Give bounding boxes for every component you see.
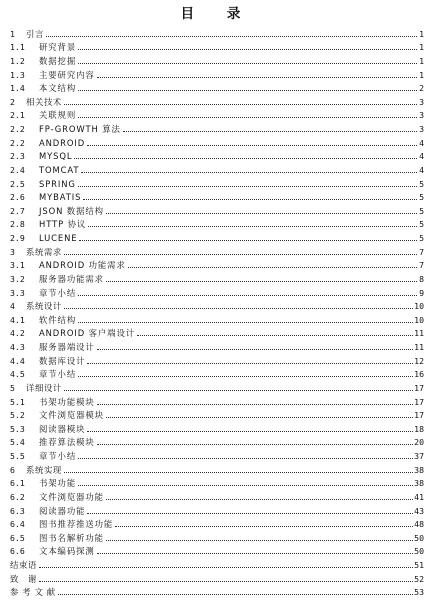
- dot-leader: [81, 171, 417, 173]
- dot-leader: [137, 334, 413, 336]
- toc-entry-title: FP-GROWTH 算法: [39, 124, 121, 134]
- toc-entry-number: 2.1: [10, 110, 25, 121]
- toc-entry-title: MYSQL: [39, 151, 73, 162]
- dot-leader: [39, 580, 413, 582]
- toc-entry-title: 数据挖掘: [39, 55, 77, 66]
- dot-leader: [78, 457, 413, 459]
- toc-entry[interactable]: [10, 148, 424, 162]
- toc-entry-page-number: 3: [419, 124, 424, 134]
- toc-entry-page-number: 43: [414, 505, 424, 516]
- toc-entry-number: 2.2: [10, 124, 25, 134]
- toc-entry-page-number: 3: [419, 110, 424, 121]
- toc-entry[interactable]: [10, 175, 424, 189]
- page-title: 目 录: [180, 6, 255, 22]
- toc-entry-number: 5.5: [10, 451, 25, 461]
- toc-entry-title: 书架功能模块: [39, 396, 95, 407]
- toc-entry[interactable]: [10, 25, 424, 39]
- toc-entry-title: 文本编码探测: [39, 546, 95, 557]
- dot-leader: [87, 362, 413, 364]
- toc-entry-number: 1.3: [10, 69, 25, 80]
- toc-entry-number: 6: [10, 464, 15, 475]
- toc-entry-number: 6.5: [10, 532, 25, 543]
- toc-entry-title: 阅读器模块: [39, 423, 86, 434]
- toc-entry[interactable]: [10, 529, 424, 543]
- toc-entry-number: 2.9: [10, 233, 25, 243]
- toc-entry[interactable]: [10, 80, 424, 94]
- toc-entry-page-number: 5: [419, 219, 424, 230]
- toc-entry-page-number: 4: [419, 137, 424, 148]
- toc-entry-title: ANDROID 功能需求: [39, 260, 126, 271]
- dot-leader: [78, 375, 413, 377]
- toc-entry[interactable]: [10, 407, 424, 421]
- toc-entry-page-number: 41: [414, 491, 424, 502]
- toc-entry-page-number: 1: [419, 55, 424, 66]
- toc-entry[interactable]: [10, 107, 424, 121]
- toc-entry-title: 章节小结: [39, 287, 77, 298]
- toc-entry[interactable]: [10, 202, 424, 216]
- toc-entry-number: 2.4: [10, 164, 25, 175]
- toc-entry-page-number: 5: [419, 192, 424, 203]
- toc-entry-number: 1.2: [10, 55, 25, 66]
- toc-entry-title: 相关技术: [26, 96, 62, 107]
- toc-entry[interactable]: [10, 325, 424, 339]
- toc-entry-title: 文件浏览器功能: [39, 491, 104, 502]
- toc-entry-title: 系统设计: [26, 301, 62, 312]
- dot-leader: [58, 593, 413, 595]
- toc-entry[interactable]: [10, 120, 424, 134]
- toc-entry-number: 1.1: [10, 42, 25, 53]
- dot-leader: [64, 103, 417, 105]
- dot-leader: [106, 498, 413, 500]
- toc-entry-title: HTTP 协议: [39, 219, 87, 230]
- toc-entry-page-number: 1: [419, 69, 424, 80]
- toc-entry-number: 6.3: [10, 505, 25, 516]
- toc-entry-title: 本文结构: [39, 83, 77, 94]
- toc-entry-page-number: 17: [414, 410, 424, 421]
- toc-entry[interactable]: [10, 570, 424, 584]
- toc-entry-page-number: 2: [419, 83, 424, 94]
- toc-entry-number: 6.2: [10, 491, 25, 502]
- toc-entry[interactable]: [10, 39, 424, 53]
- toc-entry-page-number: 5: [419, 178, 424, 189]
- toc-entry[interactable]: [10, 66, 424, 80]
- toc-entry-page-number: 38: [414, 478, 424, 489]
- dot-leader: [97, 403, 413, 405]
- toc-entry-page-number: 5: [419, 205, 424, 216]
- dot-leader: [106, 416, 413, 418]
- toc-entry-title: 推荐算法模块: [39, 437, 95, 448]
- dot-leader: [78, 62, 417, 64]
- toc-entry[interactable]: [10, 298, 424, 312]
- toc-entry-page-number: 52: [414, 573, 424, 584]
- dot-leader: [39, 566, 413, 568]
- toc-entry-page-number: 37: [414, 451, 424, 461]
- toc-entry-page-number: 10: [414, 301, 424, 312]
- toc-entry[interactable]: [10, 93, 424, 107]
- dot-leader: [78, 484, 413, 486]
- toc-entry[interactable]: [10, 134, 424, 148]
- dot-leader: [97, 76, 417, 78]
- dot-leader: [87, 144, 417, 146]
- toc-entry-page-number: 7: [419, 260, 424, 271]
- toc-entry-title: 引言: [26, 28, 44, 39]
- toc-entry-title: MYBATIS: [39, 192, 82, 203]
- toc-entry-number: 4.1: [10, 314, 25, 325]
- toc-entry-title: 图书推荐推送功能: [39, 519, 114, 530]
- toc-entry[interactable]: [10, 516, 424, 530]
- toc-entry[interactable]: [10, 243, 424, 257]
- dot-leader: [64, 253, 417, 255]
- toc-entry-number: 6.6: [10, 546, 25, 557]
- toc-entry[interactable]: [10, 461, 424, 475]
- toc-entry-page-number: 11: [414, 342, 424, 352]
- toc-entry-page-number: 1: [419, 42, 424, 53]
- toc-entry-page-number: 20: [414, 437, 424, 448]
- toc-entry[interactable]: [10, 556, 424, 570]
- toc-entry-page-number: 3: [419, 96, 424, 107]
- toc-entry[interactable]: [10, 216, 424, 230]
- toc-entry-number: 4.5: [10, 369, 25, 380]
- toc-entry-number: 1: [10, 28, 15, 39]
- dot-leader: [87, 512, 413, 514]
- toc-entry-page-number: 17: [414, 382, 424, 393]
- toc-entry-page-number: 17: [414, 396, 424, 407]
- toc-entry-title: 章节小结: [39, 451, 77, 461]
- dot-leader: [106, 212, 417, 214]
- toc-entry-page-number: 12: [414, 355, 424, 366]
- toc-entry[interactable]: [10, 584, 424, 598]
- toc-entry-number: 4: [10, 301, 15, 312]
- toc-entry-number: 5: [10, 382, 15, 393]
- toc-entry-title: TOMCAT: [39, 164, 80, 175]
- toc-entry[interactable]: [10, 161, 424, 175]
- toc-entry-title: 主要研究内容: [39, 69, 95, 80]
- toc-entry-number: 5.4: [10, 437, 25, 448]
- toc-entry-page-number: 1: [419, 28, 424, 39]
- toc-entry-title: 系统实现: [26, 464, 62, 475]
- toc-entry-title: 章节小结: [39, 369, 77, 380]
- dot-leader: [88, 225, 417, 227]
- toc-entry-page-number: 7: [419, 246, 424, 257]
- dot-leader: [78, 185, 417, 187]
- dot-leader: [78, 48, 417, 50]
- dot-leader: [115, 525, 413, 527]
- toc-entry-number: 5.1: [10, 396, 25, 407]
- toc-entry-page-number: 50: [414, 532, 424, 543]
- toc-entry-title: 书架功能: [39, 478, 77, 489]
- toc-entry[interactable]: [10, 338, 424, 352]
- toc-entry-title: LUCENE: [39, 233, 78, 243]
- toc-entry-page-number: 8: [419, 273, 424, 284]
- toc-entry-page-number: 11: [414, 328, 424, 339]
- toc-entry-title: ANDROID 客户端设计: [39, 328, 136, 339]
- toc-entry[interactable]: [10, 189, 424, 203]
- toc-entry-page-number: 18: [414, 423, 424, 434]
- toc-entry[interactable]: [10, 488, 424, 502]
- toc-entry-page-number: 50: [414, 546, 424, 557]
- toc-entry-number: 6.4: [10, 519, 25, 530]
- dot-leader: [64, 471, 413, 473]
- dot-leader: [128, 266, 417, 268]
- toc-entry-number: 4.4: [10, 355, 25, 366]
- toc-entry[interactable]: [10, 284, 424, 298]
- toc-entry-title: 关联规则: [39, 110, 77, 121]
- toc-entry-title: 软件结构: [39, 314, 77, 325]
- dot-leader: [78, 321, 413, 323]
- toc-entry[interactable]: [10, 420, 424, 434]
- toc-entry-number: 2.7: [10, 205, 25, 216]
- toc-entry-title: 图书名解析功能: [39, 532, 104, 543]
- toc-entry[interactable]: [10, 502, 424, 516]
- toc-entry-number: 2.5: [10, 178, 25, 189]
- toc-entry-number: 2.2: [10, 137, 25, 148]
- toc-entry-title: 研究背景: [39, 42, 77, 53]
- toc-entry-number: 2: [10, 96, 15, 107]
- dot-leader: [78, 116, 417, 118]
- toc-entry-page-number: 10: [414, 314, 424, 325]
- toc-entry-number: 3.1: [10, 260, 25, 271]
- dot-leader: [78, 294, 417, 296]
- toc-entry-number: 5.2: [10, 410, 25, 421]
- dot-leader: [83, 198, 417, 200]
- toc-entry[interactable]: [10, 379, 424, 393]
- toc-entry[interactable]: [10, 257, 424, 271]
- toc-entry[interactable]: [10, 475, 424, 489]
- toc-entry-title: 结束语: [10, 560, 37, 570]
- toc-entry-page-number: 38: [414, 464, 424, 475]
- toc-entry[interactable]: [10, 434, 424, 448]
- toc-entry-number: 3: [10, 246, 15, 257]
- toc-entry-number: 2.6: [10, 192, 25, 203]
- toc-entry-number: 2.3: [10, 151, 25, 162]
- toc-entry-title: SPRING: [39, 178, 76, 189]
- toc-entry-page-number: 16: [414, 369, 424, 380]
- toc-entry-page-number: 48: [414, 519, 424, 530]
- toc-entry-page-number: 4: [419, 164, 424, 175]
- toc-entry-number: 2.8: [10, 219, 25, 230]
- toc-entry-number: 6.1: [10, 478, 25, 489]
- toc-entry-title: 数据库设计: [39, 355, 86, 366]
- dot-leader: [46, 35, 417, 37]
- toc-entry-title: 参 考 文 献: [10, 587, 56, 598]
- dot-leader: [97, 552, 413, 554]
- toc-entry[interactable]: [10, 52, 424, 66]
- toc-entry[interactable]: [10, 543, 424, 557]
- dot-leader: [87, 430, 413, 432]
- toc-entry-title: 致 谢: [10, 573, 37, 584]
- table-of-contents: [10, 25, 424, 597]
- toc-entry-title: 系统需求: [26, 246, 62, 257]
- toc-entry-number: 5.3: [10, 423, 25, 434]
- toc-entry[interactable]: [10, 447, 424, 461]
- dot-leader: [97, 443, 413, 445]
- toc-entry-number: 1.4: [10, 83, 25, 94]
- toc-entry-title: 阅读器功能: [39, 505, 86, 516]
- dot-leader: [97, 348, 413, 350]
- toc-entry-number: 3.2: [10, 273, 25, 284]
- toc-entry-page-number: 5: [419, 233, 424, 243]
- toc-entry[interactable]: [10, 229, 424, 243]
- toc-entry-page-number: 53: [414, 587, 424, 598]
- toc-entry[interactable]: [10, 311, 424, 325]
- toc-entry-title: 服务器功能需求: [39, 273, 104, 284]
- toc-entry-title: 文件浏览器模块: [39, 410, 104, 421]
- dot-leader: [106, 539, 413, 541]
- dot-leader: [79, 239, 417, 241]
- dot-leader: [64, 307, 413, 309]
- toc-entry-page-number: 4: [419, 151, 424, 162]
- toc-entry-title: 服务器端设计: [39, 342, 95, 352]
- toc-entry-page-number: 9: [419, 287, 424, 298]
- toc-entry-number: 3.3: [10, 287, 25, 298]
- toc-entry-number: 4.2: [10, 328, 25, 339]
- toc-entry[interactable]: [10, 366, 424, 380]
- toc-entry-page-number: 51: [414, 560, 424, 570]
- dot-leader: [106, 280, 417, 282]
- dot-leader: [64, 389, 413, 391]
- toc-entry-title: ANDROID: [39, 137, 86, 148]
- toc-entry[interactable]: [10, 270, 424, 284]
- toc-entry-title: JSON 数据结构: [39, 205, 104, 216]
- toc-entry[interactable]: [10, 352, 424, 366]
- dot-leader: [78, 89, 417, 91]
- toc-entry-title: 详细设计: [26, 382, 62, 393]
- toc-entry[interactable]: [10, 393, 424, 407]
- dot-leader: [74, 157, 417, 159]
- toc-entry-number: 4.3: [10, 342, 25, 352]
- dot-leader: [123, 130, 417, 132]
